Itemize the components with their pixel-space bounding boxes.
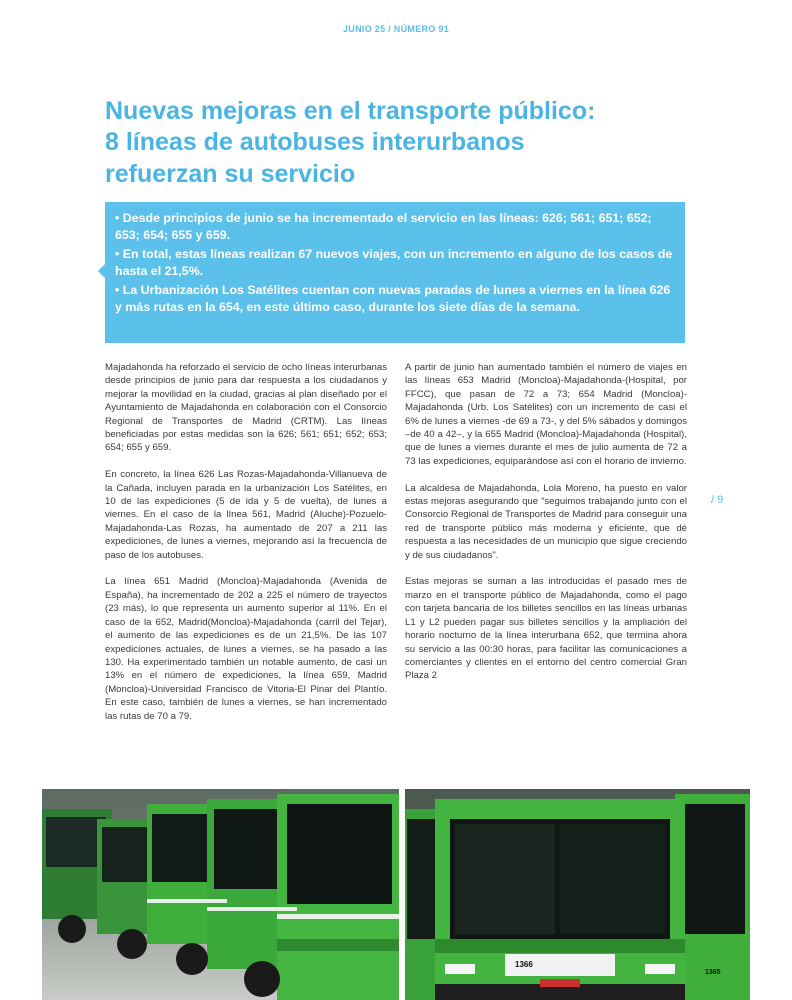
article-title: [105, 96, 705, 190]
bus-fleet-number: 1366: [515, 960, 533, 969]
highlight-item: • La Urbanización Los Satélites cuentan con nuevas paradas de lunes a viernes en la línea 626 y más rutas en la 654, en este último caso, durante los siete días de la semana.: [115, 283, 671, 314]
title-line-3: refuerzan su servicio: [105, 159, 356, 188]
bus-fleet-photo-left: [42, 789, 399, 1000]
issue-header: JUNIO 25 / NÚMERO 91: [342, 24, 450, 34]
body-paragraph: A partir de junio han aumentado también el número de viajes en las líneas 653 Madrid (Moncloa)-Majadahonda-(Hospital, por FFCC), que pasan de 72 a 73; 654 Madrid (Moncloa)-Majadahonda (Urb. Los Satélites) con un incremento de casi el 6% de lunes a viernes -de 69 a 73-, y del 5% sábados y domingos –de 40 a 42–, y la 655 Madrid (Moncloa)-Majadahonda (Hospital), que de lunes a viernes durante el mes de julio aumenta de 72 a 73 las expediciones, equiparándose así con el horario de invierno.: [405, 362, 687, 467]
title-line-1: Nuevas mejoras en el transporte público:: [105, 97, 596, 125]
body-paragraph: Estas mejoras se suman a las introducidas el pasado mes de marzo en el transporte público de Majadahonda, como el pago con tarjeta bancaria de los billetes sencillos en las líneas urbanas L1 y L2 pueden pagar sus billetes sencillos y la ampliación del horario nocturno de la línea interurbana 652, que termina ahora su servicio a las 00:30 horas, para facilitar las comunicaciones a comerciantes y clientes en el entorno del centro comercial Gran Plaza 2: [405, 576, 687, 682]
body-paragraph: Majadahonda ha reforzado el servicio de ocho líneas interurbanas desde principios de junio para dar respuesta a los ciudadanos y mejorar la movilidad en la ciudad, gracias al plan diseñado por el Ayuntamiento de Majadahonda en colaboración con el Consorcio Regional de Transportes de Madrid (CRTM). Las líneas beneficiadas por estas medidas son la 626; 561; 651; 652; 653; 654; 655 y 659.: [105, 362, 387, 454]
highlight-item: • En total, estas líneas realizan 67 nuevos viajes, con un incremento en alguno de los casos de hasta el 21,5%.: [115, 247, 673, 278]
page-number: / 9: [711, 494, 724, 506]
bus-fleet-number-2: 1365: [705, 969, 721, 976]
title-line-2: 8 líneas de autobuses interurbanos: [105, 128, 525, 157]
body-column-right: [405, 361, 687, 696]
bus-fleet-photo-right: [405, 789, 750, 1000]
bus-front-image: [405, 789, 750, 1000]
highlight-item: • Desde principios de junio se ha incrementado el servicio en las líneas: 626; 561; 651; 652; 653; 654; 655 y 659.: [115, 211, 652, 242]
highlights-box: [105, 202, 685, 343]
body-paragraph: En concreto, la línea 626 Las Rozas-Majadahonda-Villanueva de la Cañada, incluyen parada en la urbanización Los Satélites, en 10 de las expediciones (5 de ida y 5 de vuelta), de lunes a viernes. En el caso de la línea 561, Madrid (Aluche)-Pozuelo-Majadahonda-Las Rozas, ha aumentado de 207 a 211 las expediciones, de lunes a viernes, mejorando así la frecuencia de paso de los autobuses.: [105, 469, 387, 561]
bus-fleet-image: [42, 789, 399, 1000]
body-paragraph: La alcaldesa de Majadahonda, Lola Moreno, ha puesto en valor estas mejoras asegurando que “seguimos trabajando junto con el Consorcio Regional de Transportes de Madrid para conseguir una red de transporte público más moderna y eficiente, que dé respuesta a las necesidades de un municipio que sigue creciendo y de sus ciudadanos”.: [405, 482, 687, 561]
body-column-left: [105, 361, 387, 736]
body-paragraph: La línea 651 Madrid (Moncloa)-Majadahonda (Avenida de España), ha incrementado de 202 a 225 el número de trayectos (23 más), lo que representa un aumento superior al 11%. En el caso de la 652, Madrid(Moncloa)-Majadahonda (carril del Tejar), el aumento de las expediciones es de un 21,5%. De las 107 expediciones actuales, de lunes a viernes, se ha pasado a las 130. Ha experimentado también un notable aumento, de casi un 13% en el número de expediciones, la línea 659, Madrid (Moncloa)-Universidad Francisco de Vitoria-El Pinar del Plantío. En este caso, también de lunes a viernes, se han incrementado las rutas de 70 a 79.: [105, 576, 387, 722]
